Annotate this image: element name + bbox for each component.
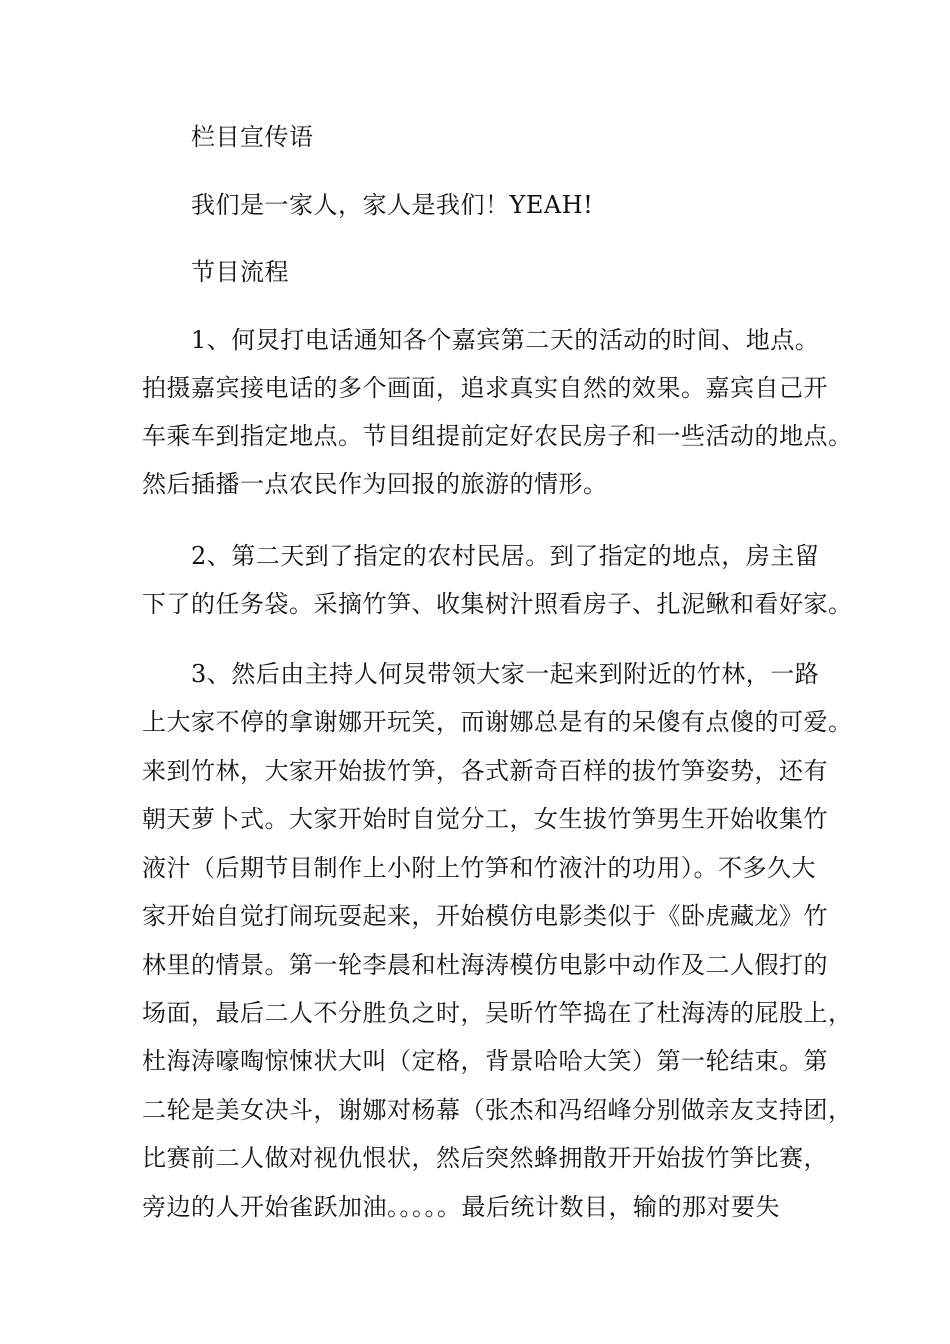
step3-line: 上大家不停的拿谢娜开玩笑，而谢娜总是有的呆傻有点傻的可爱。 [142,708,853,736]
step3-line: 3、然后由主持人何炅带领大家一起来到附近的竹林，一路 [191,660,820,688]
step3-line: 朝天萝卜式。大家开始时自觉分工，女生拔竹笋男生开始收集竹 [142,805,828,833]
heading-slogan: 栏目宣传语 [191,123,314,151]
step1-line: 1、何炅打电话通知各个嘉宾第二天的活动的时间、地点。 [191,326,820,354]
step3-line: 二轮是美女决斗，谢娜对杨幕（张杰和冯绍峰分别做亲友支持团， [142,1096,853,1124]
step3-line: 比赛前二人做对视仇恨状，然后突然蜂拥散开开始拔竹笋比赛， [142,1144,828,1172]
step1-line: 车乘车到指定地点。节目组提前定好农民房子和一些活动的地点。 [142,422,853,450]
heading-flow: 节目流程 [191,258,289,286]
step3-line: 杜海涛嚎啕惊悚状大叫（定格，背景哈哈大笑）第一轮结束。第 [142,1047,828,1075]
step1-line: 拍摄嘉宾接电话的多个画面，追求真实自然的效果。嘉宾自己开 [142,374,828,402]
step3-line: 来到竹林，大家开始拔竹笋，各式新奇百样的拔竹笋姿势，还有 [142,757,828,785]
step3-line: 林里的情景。第一轮李晨和杜海涛模仿电影中动作及二人假打的 [142,951,828,979]
step1-line: 然后插播一点农民作为回报的旅游的情形。 [142,470,608,498]
step2-line: 下了的任务袋。采摘竹笋、收集树汁照看房子、扎泥鳅和看好家。 [142,590,853,618]
step3-line: 场面，最后二人不分胜负之时，吴昕竹竿捣在了杜海涛的屁股上， [142,999,853,1027]
step3-line: 液汁（后期节目制作上小附上竹笋和竹液汁的功用）。不多久大 [142,854,816,882]
slogan-text: 我们是一家人，家人是我们！YEAH! [191,191,594,219]
step3-line: 家开始自觉打闹玩耍起来，开始模仿电影类似于《卧虎藏龙》竹 [142,902,828,930]
step3-line: 旁边的人开始雀跃加油。。。。。最后统计数目，输的那对要失 [142,1193,780,1221]
step2-line: 2、第二天到了指定的农村民居。到了指定的地点，房主留 [191,542,820,570]
